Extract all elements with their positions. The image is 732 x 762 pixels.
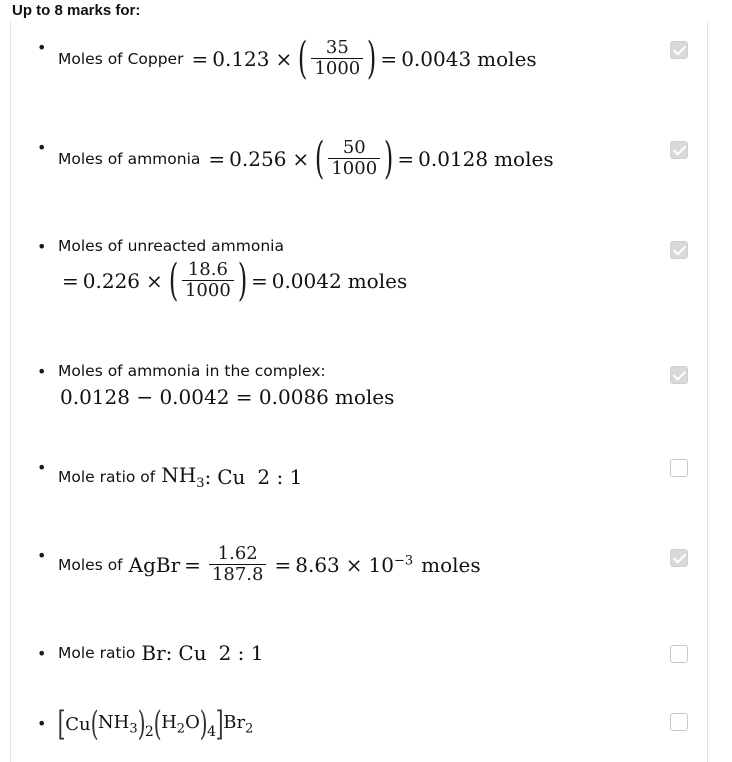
marks-heading: Up to 8 marks for:: [12, 2, 141, 19]
unit-label: moles: [347, 268, 408, 293]
mark-item-unreacted: [62, 254, 408, 306]
mark-item-agbr: [58, 544, 481, 585]
equals-sign: =: [191, 46, 209, 71]
ammonia-formula: $NH_3$: [97, 711, 138, 737]
subtraction-expression: 0.0128 − 0.0042 = 0.0086: [60, 385, 329, 409]
unit-label: moles: [494, 146, 554, 171]
unit-label: moles: [334, 385, 395, 409]
unit-label: moles: [477, 46, 537, 71]
fraction-numerator: 50: [342, 137, 366, 158]
bullet: •: [37, 714, 47, 733]
bullet: •: [37, 362, 47, 381]
bullet: •: [37, 38, 47, 57]
bromide-formula: $Br_2$: [223, 711, 254, 737]
mantissa-value: 8.63: [295, 552, 340, 577]
mark-item-copper: [58, 32, 537, 84]
bullet: •: [37, 458, 47, 477]
ligand-count: 2: [144, 724, 154, 740]
times-sign: ×: [146, 268, 163, 293]
times-sign: ×: [345, 552, 363, 577]
right-paren: ): [237, 254, 248, 306]
item-label: Moles of unreacted ammonia: [58, 237, 284, 255]
fraction-denominator: 1000: [311, 58, 363, 79]
item-label: Moles of ammonia: [58, 149, 201, 168]
mark-item-complex: [60, 385, 394, 409]
result-value: 0.0042: [271, 268, 342, 293]
equals-sign: =: [380, 46, 398, 71]
unit-label: moles: [421, 552, 481, 577]
item-label: Moles of ammonia in the complex:: [58, 362, 326, 380]
left-paren: (: [298, 32, 308, 84]
ratio-value: 2 : 1: [257, 465, 303, 489]
fraction-numerator: 1.62: [217, 543, 258, 564]
fraction-denominator: 1000: [182, 280, 234, 301]
equals-sign: =: [208, 146, 226, 171]
mark-item-ratio-br: [58, 641, 263, 665]
left-paren: (: [315, 132, 325, 184]
item-label: Moles of Copper: [58, 49, 184, 68]
bullet: •: [37, 237, 47, 256]
right-square-bracket: ]: [215, 704, 224, 744]
result-value: 0.0128: [418, 146, 489, 171]
right-paren: ): [137, 704, 146, 744]
mark-checkbox[interactable]: [670, 549, 688, 567]
colon: :: [165, 641, 173, 665]
colon: :: [204, 465, 212, 489]
ratio-value: 2 : 1: [218, 641, 264, 665]
ligand-count: 4: [207, 724, 217, 740]
equals-sign: =: [184, 552, 201, 577]
agbr-formula: AgBr: [128, 552, 181, 577]
mark-checkbox[interactable]: [670, 241, 688, 259]
bullet: •: [37, 644, 47, 663]
mark-checkbox[interactable]: [670, 713, 688, 731]
equals-sign: =: [62, 268, 79, 293]
equals-sign: =: [274, 552, 292, 577]
mark-checkbox[interactable]: [670, 41, 688, 59]
volume-fraction: [182, 260, 234, 301]
concentration-value: 0.256: [229, 146, 287, 171]
mark-checkbox[interactable]: [670, 459, 688, 477]
equals-sign: =: [250, 268, 268, 293]
water-formula: $H_2O$: [161, 711, 200, 737]
fraction-denominator: 1000: [328, 158, 380, 179]
copper-symbol: Cu: [217, 465, 246, 489]
concentration-value: 0.123: [212, 46, 270, 71]
concentration-value: 0.226: [82, 268, 141, 293]
mark-item-ratio-nh3: [58, 463, 302, 491]
copper-symbol: Cu: [178, 641, 207, 665]
times-sign: ×: [275, 46, 293, 71]
volume-fraction: [311, 38, 363, 79]
left-paren: (: [168, 254, 179, 306]
ammonia-formula: $NH_3$: [161, 463, 205, 491]
times-sign: ×: [292, 146, 310, 171]
mass-fraction: [209, 544, 267, 585]
bullet: •: [37, 138, 47, 157]
mark-item-ammonia: [58, 132, 554, 184]
item-label: Moles of: [58, 555, 123, 574]
equals-sign: =: [397, 146, 415, 171]
right-paren: ): [199, 704, 208, 744]
right-paren: ): [384, 132, 394, 184]
fraction-numerator: 18.6: [187, 259, 228, 280]
left-paren: (: [90, 704, 99, 744]
fraction-denominator: 187.8: [209, 564, 267, 585]
complex-formula: [57, 704, 254, 744]
bromide-symbol: Br: [141, 641, 166, 665]
power-of-ten: $10^{-3}$: [368, 552, 414, 577]
right-paren: ): [367, 32, 377, 84]
mark-checkbox[interactable]: [670, 366, 688, 384]
fraction-numerator: 35: [325, 37, 349, 58]
copper-symbol: Cu: [65, 713, 91, 735]
left-paren: (: [153, 704, 162, 744]
mark-checkbox[interactable]: [670, 141, 688, 159]
result-value: 0.0043: [401, 46, 472, 71]
bullet: •: [37, 546, 47, 565]
item-label: Mole ratio of: [58, 468, 156, 486]
item-label: Mole ratio: [58, 644, 136, 662]
volume-fraction: [328, 138, 380, 179]
mark-checkbox[interactable]: [670, 645, 688, 663]
left-square-bracket: [: [57, 704, 66, 744]
